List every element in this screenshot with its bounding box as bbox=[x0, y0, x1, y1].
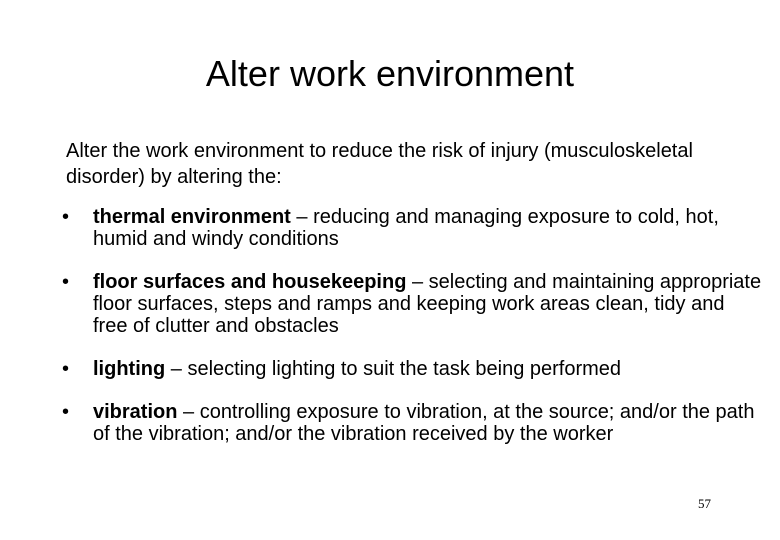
bullet-text: – controlling exposure to vibration, at the source; and/or the path of the vibration; and/or the vibration received by the worker bbox=[93, 401, 755, 445]
bullet-thermal-environment bbox=[62, 206, 762, 250]
slide-title: Alter work environment bbox=[205, 53, 575, 94]
page-number: 57 bbox=[698, 496, 711, 511]
bullet-term: thermal environment bbox=[93, 206, 291, 228]
intro-paragraph: Alter the work environment to reduce the risk of injury (musculoskeletal disorder) by altering the: bbox=[66, 140, 693, 188]
bullet-list bbox=[62, 206, 762, 466]
bullet-text: – selecting lighting to suit the task being performed bbox=[165, 358, 622, 380]
bullet-text: – selecting and maintaining appropriate floor surfaces, steps and ramps and keeping work areas clean, tidy and free of clutter and obstacles bbox=[93, 271, 762, 337]
bullet-text: – reducing and managing exposure to cold, hot, humid and windy conditions bbox=[93, 206, 719, 250]
bullet-icon: • bbox=[62, 271, 70, 293]
bullet-lighting bbox=[62, 358, 762, 380]
bullet-floor-surfaces bbox=[62, 271, 762, 337]
bullet-icon: • bbox=[62, 401, 70, 423]
bullet-icon: • bbox=[62, 358, 70, 380]
bullet-vibration bbox=[62, 401, 762, 445]
bullet-term: vibration bbox=[93, 401, 178, 423]
bullet-icon: • bbox=[62, 206, 70, 228]
bullet-term: floor surfaces and housekeeping bbox=[93, 271, 407, 293]
bullet-term: lighting bbox=[93, 358, 166, 380]
